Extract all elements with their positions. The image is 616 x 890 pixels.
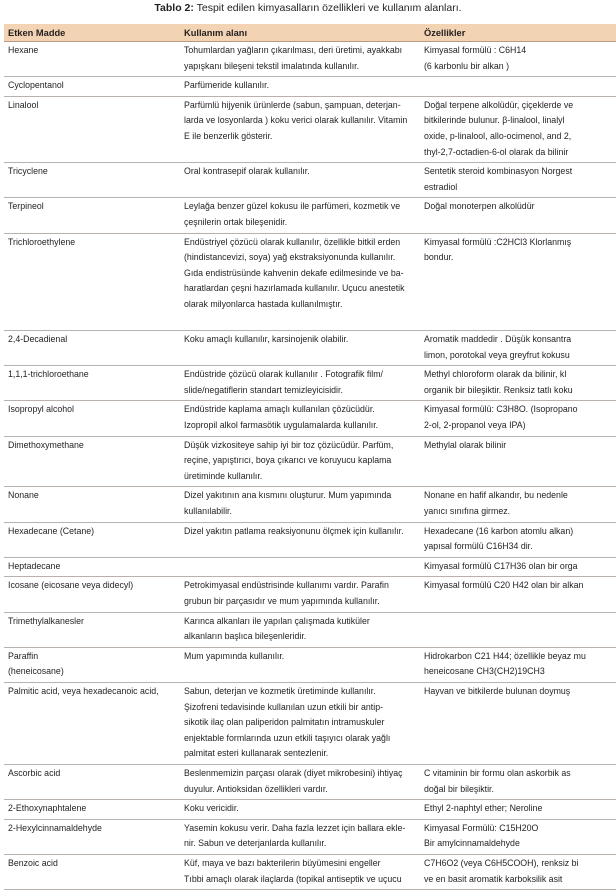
cell-line: Endüstride kaplama amaçlı kullanılan çözücüdür.	[184, 404, 375, 415]
cell-line: Cyclopentanol	[8, 80, 64, 91]
cell-line: Isopropyl alcohol	[8, 404, 75, 415]
table-row	[4, 800, 616, 820]
chemicals-table	[4, 24, 616, 890]
cell-line: bitkilerinde bulunur. β-linalool, linalyl	[424, 115, 565, 126]
cell-line: 2-Hexylcinnamaldehyde	[8, 822, 102, 833]
cell-properties	[416, 198, 616, 232]
cell-line: Terpineol	[8, 201, 44, 212]
cell-line: haratlardan çeşni hazırlamada kullanılır. Uçucu anestetik	[184, 283, 405, 294]
cell-line: nir. Sabun ve deterjanlarda kullanılır.	[184, 838, 327, 849]
cell-usage	[176, 198, 416, 232]
cell-line: Sabun, deterjan ve kozmetik üretiminde kullanılır.	[184, 685, 376, 696]
table-row	[4, 234, 616, 332]
cell-substance	[4, 765, 176, 799]
cell-line: Beslenmemizin parçası olarak (diyet mikrobesini) ihtiyaç	[184, 767, 403, 778]
cell-usage	[176, 855, 416, 889]
table-row	[4, 558, 616, 578]
cell-usage	[176, 648, 416, 682]
cell-line: Nonane en hafif alkandır, bu nedenle	[424, 490, 568, 501]
caption-text: Tespit edilen kimyasalların özellikleri ve kullanım alanları.	[193, 2, 462, 14]
cell-usage	[176, 577, 416, 611]
table-row	[4, 437, 616, 488]
cell-line: palmitat esteri kullanarak sentezlenir.	[184, 748, 329, 759]
cell-properties	[416, 523, 616, 557]
cell-line: reçine, yapıştırıcı, boya çıkarıcı ve koruyucu kaplama	[184, 455, 392, 466]
cell-usage	[176, 401, 416, 435]
table-row	[4, 487, 616, 522]
cell-line: thyl-2,7-octadien-6-ol olarak da bilinir	[424, 146, 569, 157]
table-row	[4, 820, 616, 855]
cell-line: Şizofreni tedavisinde kullanılan uzun etkili bir antip-	[184, 701, 384, 712]
cell-substance	[4, 613, 176, 647]
cell-usage	[176, 558, 416, 577]
cell-line: duyulur. Antioksidan özellikleri vardır.	[184, 783, 328, 794]
table-caption	[0, 2, 616, 15]
cell-substance	[4, 523, 176, 557]
cell-line: Endüstride çözücü olarak kullanılır . Fotografik film/	[184, 369, 383, 380]
cell-properties	[416, 234, 616, 331]
cell-line: Nonane	[8, 490, 39, 501]
cell-line: Mum yapımında kullanılır.	[184, 650, 285, 661]
table-row	[4, 401, 616, 436]
table-row	[4, 765, 616, 800]
cell-line: E ile benzerlik gösterir.	[184, 130, 273, 141]
cell-substance	[4, 97, 176, 162]
table-row	[4, 683, 616, 765]
cell-substance	[4, 437, 176, 487]
cell-line: Dizel yakıtının ana kısmını oluşturur. Mum yapımında	[184, 490, 392, 501]
cell-line: Gıda endistrüsünde kahvenin dekafe edilmesinde ve ba-	[184, 267, 404, 278]
cell-usage	[176, 437, 416, 487]
cell-line: Paraffin	[8, 650, 39, 661]
cell-line: Oral kontrasepif olarak kullanılır.	[184, 166, 310, 177]
cell-line: Izopropil alkol farmasötik uygulamalarda kullanılır.	[184, 420, 379, 431]
cell-line: Tohumlardan yağların çıkarılması, deri üretimi, ayakkabı	[184, 45, 403, 55]
cell-line: Methyl chloroform olarak da bilinir, kl	[424, 369, 567, 380]
cell-substance	[4, 42, 176, 76]
cell-substance	[4, 198, 176, 232]
cell-properties	[416, 558, 616, 577]
cell-line: yapışkanı bileşeni tekstil imalatında kullanılır.	[184, 60, 360, 71]
cell-line: 2,4-Decadienal	[8, 334, 68, 345]
cell-usage	[176, 487, 416, 521]
cell-properties	[416, 437, 616, 487]
cell-line: Leylağa benzer güzel kokusu ile parfümeri, kozmetik ve	[184, 201, 401, 212]
cell-line: Ascorbic acid	[8, 767, 61, 778]
header-substance: Etken Madde	[8, 27, 66, 38]
cell-substance	[4, 234, 176, 331]
cell-line: Küf, maya ve bazı bakterilerin büyümesini engeller	[184, 857, 381, 868]
cell-line: Karınca alkanları ile yapılan çalışmada kutiküler	[184, 615, 370, 626]
cell-usage	[176, 331, 416, 365]
cell-line: grubun bir parçasıdır ve mum yapımında kullanılır.	[184, 596, 380, 606]
cell-line: yanıcı sınıfına girmez.	[424, 506, 511, 517]
cell-line: Kimyasal formülü: C3H8O. (Isopropano	[424, 404, 578, 415]
cell-line: 2-ol, 2-propanol veya IPA)	[424, 420, 526, 431]
cell-line	[184, 313, 408, 329]
cell-line: alkanların başlıca bileşenleridir.	[184, 631, 307, 642]
caption-label: Tablo 2:	[154, 2, 194, 14]
table-body	[4, 42, 616, 890]
cell-line: Aromatik maddedir . Düşük konsantra	[424, 334, 572, 345]
cell-usage	[176, 42, 416, 76]
cell-line: Bir amylcinnamaldehyde	[424, 838, 520, 849]
cell-properties	[416, 401, 616, 435]
cell-usage	[176, 77, 416, 96]
cell-usage	[176, 523, 416, 557]
cell-line: yapısal formülü C16H34 dir.	[424, 541, 533, 552]
table-row	[4, 97, 616, 163]
cell-line: Trichloroethylene	[8, 236, 76, 247]
cell-line: Parfümlü hijyenik ürünlerde (sabun, şampuan, deterjan-	[184, 99, 401, 110]
cell-line: Hexadecane (Cetane)	[8, 525, 95, 536]
cell-substance	[4, 366, 176, 400]
cell-usage	[176, 366, 416, 400]
cell-usage	[176, 800, 416, 819]
cell-line: Petrokimyasal endüstrisinde kullanımı vardır. Parafin	[184, 580, 389, 591]
cell-line: Kimyasal formülü C17H36 olan bir orga	[424, 560, 578, 571]
table-row	[4, 523, 616, 558]
cell-line: Sentetik steroid kombinasyon Norgest	[424, 166, 573, 177]
table-row	[4, 331, 616, 366]
cell-line: Kimyasal formülü : C6H14	[424, 45, 527, 55]
cell-substance	[4, 683, 176, 764]
cell-line: üretiminde kullanılır.	[184, 470, 263, 481]
cell-line: enjektable formlarında uzun etkili taşıyıcı olarak yağlı	[184, 732, 391, 743]
header-usage: Kullanım alanı	[184, 27, 248, 38]
cell-substance	[4, 487, 176, 521]
cell-line: Düşük vizkositeye sahip iyi bir toz çözücüdür. Parfüm,	[184, 439, 394, 450]
cell-line: Dizel yakıtın patlama reaksiyonunu ölçmek için kullanılır.	[184, 525, 404, 536]
cell-substance	[4, 577, 176, 611]
cell-properties	[416, 648, 616, 682]
cell-line: 1,1,1-trichloroethane	[8, 369, 89, 380]
cell-line: Kimyasal Formülü: C15H20O	[424, 822, 539, 833]
cell-usage	[176, 613, 416, 647]
cell-properties	[416, 820, 616, 854]
cell-line: Parfümeride kullanılır.	[184, 80, 270, 91]
cell-substance	[4, 77, 176, 96]
cell-line: sikotik ilaç olan paliperidon palmitatın intramuskuler	[184, 717, 385, 728]
cell-line: Koku amaçlı kullanılır, karsinojenik olabilir.	[184, 334, 349, 345]
cell-substance	[4, 401, 176, 435]
cell-line: çeşnilerin ortak bileşenidir.	[184, 216, 288, 227]
cell-properties	[416, 487, 616, 521]
table-row	[4, 648, 616, 683]
cell-line: Linalool	[8, 99, 39, 110]
cell-line: ve en basit aromatik karboksilik asit	[424, 873, 563, 884]
table-row	[4, 613, 616, 648]
cell-line: Ethyl 2-naphtyl ether; Neroline	[424, 803, 543, 814]
cell-usage	[176, 765, 416, 799]
cell-line: kullanılabilir.	[184, 506, 232, 517]
cell-line: Endüstriyel çözücü olarak kullanılır, özellikle bitkil erden	[184, 236, 401, 247]
table-row	[4, 42, 616, 77]
cell-substance	[4, 558, 176, 577]
cell-line: doğal bir bileşiktir.	[424, 783, 494, 794]
cell-substance	[4, 855, 176, 889]
cell-line: larda ve losyonlarda ) koku verici olarak kullanılır. Vitamin	[184, 115, 408, 126]
cell-properties	[416, 366, 616, 400]
cell-properties	[416, 163, 616, 197]
cell-line: estradiol	[424, 181, 458, 192]
cell-line: Hayvan ve bitkilerde bulunan doymuş	[424, 685, 571, 696]
cell-usage	[176, 163, 416, 197]
cell-substance	[4, 163, 176, 197]
cell-line: Doğal terpene alkolüdür, çiçeklerde ve	[424, 99, 574, 110]
cell-line: Kimyasal formülü C20 H42 olan bir alkan	[424, 580, 584, 591]
cell-properties	[416, 331, 616, 365]
cell-line: (6 karbonlu bir alkan )	[424, 60, 510, 71]
cell-line: (hindistancevizi, soya) yağ ekstraksiyonunda kullanılır.	[184, 252, 396, 263]
cell-line: Yasemin kokusu verir. Daha fazla lezzet için ballara ekle-	[184, 822, 406, 833]
cell-line: Tricyclene	[8, 166, 48, 177]
cell-line: Hidrokarbon C21 H44; özellikle beyaz mu	[424, 650, 586, 661]
cell-line: slide/negatiflerin standart temizleyicisidir.	[184, 384, 343, 395]
cell-properties	[416, 42, 616, 76]
cell-properties	[416, 765, 616, 799]
cell-substance	[4, 820, 176, 854]
cell-line: Doğal monoterpen alkolüdür	[424, 201, 535, 212]
cell-line: organik bir bileşiktir. Renksiz tatlı koku	[424, 384, 573, 395]
cell-properties	[416, 613, 616, 647]
table-row	[4, 77, 616, 97]
cell-line: (heneicosane)	[8, 666, 64, 677]
table-row	[4, 577, 616, 612]
cell-usage	[176, 97, 416, 162]
cell-line: Heptadecane	[8, 560, 61, 571]
cell-line: C vitaminin bir formu olan askorbik as	[424, 767, 571, 778]
cell-line: bondur.	[424, 252, 454, 263]
table-row	[4, 855, 616, 890]
cell-line: 2-Ethoxynaphtalene	[8, 803, 87, 814]
cell-line: Methylal olarak bilinir	[424, 439, 507, 450]
cell-substance	[4, 800, 176, 819]
header-properties: Özellikler	[424, 27, 466, 38]
cell-line: Dimethoxymethane	[8, 439, 84, 450]
cell-line: Koku vericidir.	[184, 803, 239, 814]
cell-line: Kimyasal formülü :C2HCl3 Klorlanmış	[424, 236, 572, 247]
table-row	[4, 163, 616, 198]
cell-properties	[416, 855, 616, 889]
cell-line: oxide, p-linalool, allo-ocimenol, and 2,	[424, 130, 572, 141]
cell-properties	[416, 97, 616, 162]
cell-line: Tıbbi amaçlı olarak ilaçlarda (topikal antiseptik ve uçucu	[184, 873, 402, 884]
cell-line: heneicosane CH3(CH2)19CH3	[424, 666, 545, 677]
cell-usage	[176, 683, 416, 764]
table-row	[4, 366, 616, 401]
cell-line: limon, porotokal veya greyfrut kokusu	[424, 349, 570, 360]
cell-properties	[416, 683, 616, 764]
table-row	[4, 198, 616, 233]
table-header-row	[4, 24, 616, 42]
cell-line: Hexane	[8, 45, 39, 55]
cell-substance	[4, 648, 176, 682]
cell-line	[424, 614, 612, 630]
cell-line: Benzoic acid	[8, 857, 58, 868]
cell-line: C7H6O2 (veya C6H5COOH), renksiz bi	[424, 857, 579, 868]
cell-line: olarak milyonlarca hastada kullanılmıştır.	[184, 298, 343, 309]
cell-usage	[176, 820, 416, 854]
cell-line: Palmitic acid, veya hexadecanoic acid,	[8, 685, 159, 696]
cell-line: Hexadecane (16 karbon atomlu alkan)	[424, 525, 574, 536]
cell-line: Trimethylalkanesler	[8, 615, 84, 626]
cell-properties	[416, 800, 616, 819]
cell-substance	[4, 331, 176, 365]
cell-properties	[416, 577, 616, 611]
cell-usage	[176, 234, 416, 331]
cell-line: Icosane (eicosane veya didecyl)	[8, 580, 134, 591]
cell-line	[184, 559, 408, 575]
cell-properties	[416, 77, 616, 96]
cell-line	[424, 78, 612, 94]
